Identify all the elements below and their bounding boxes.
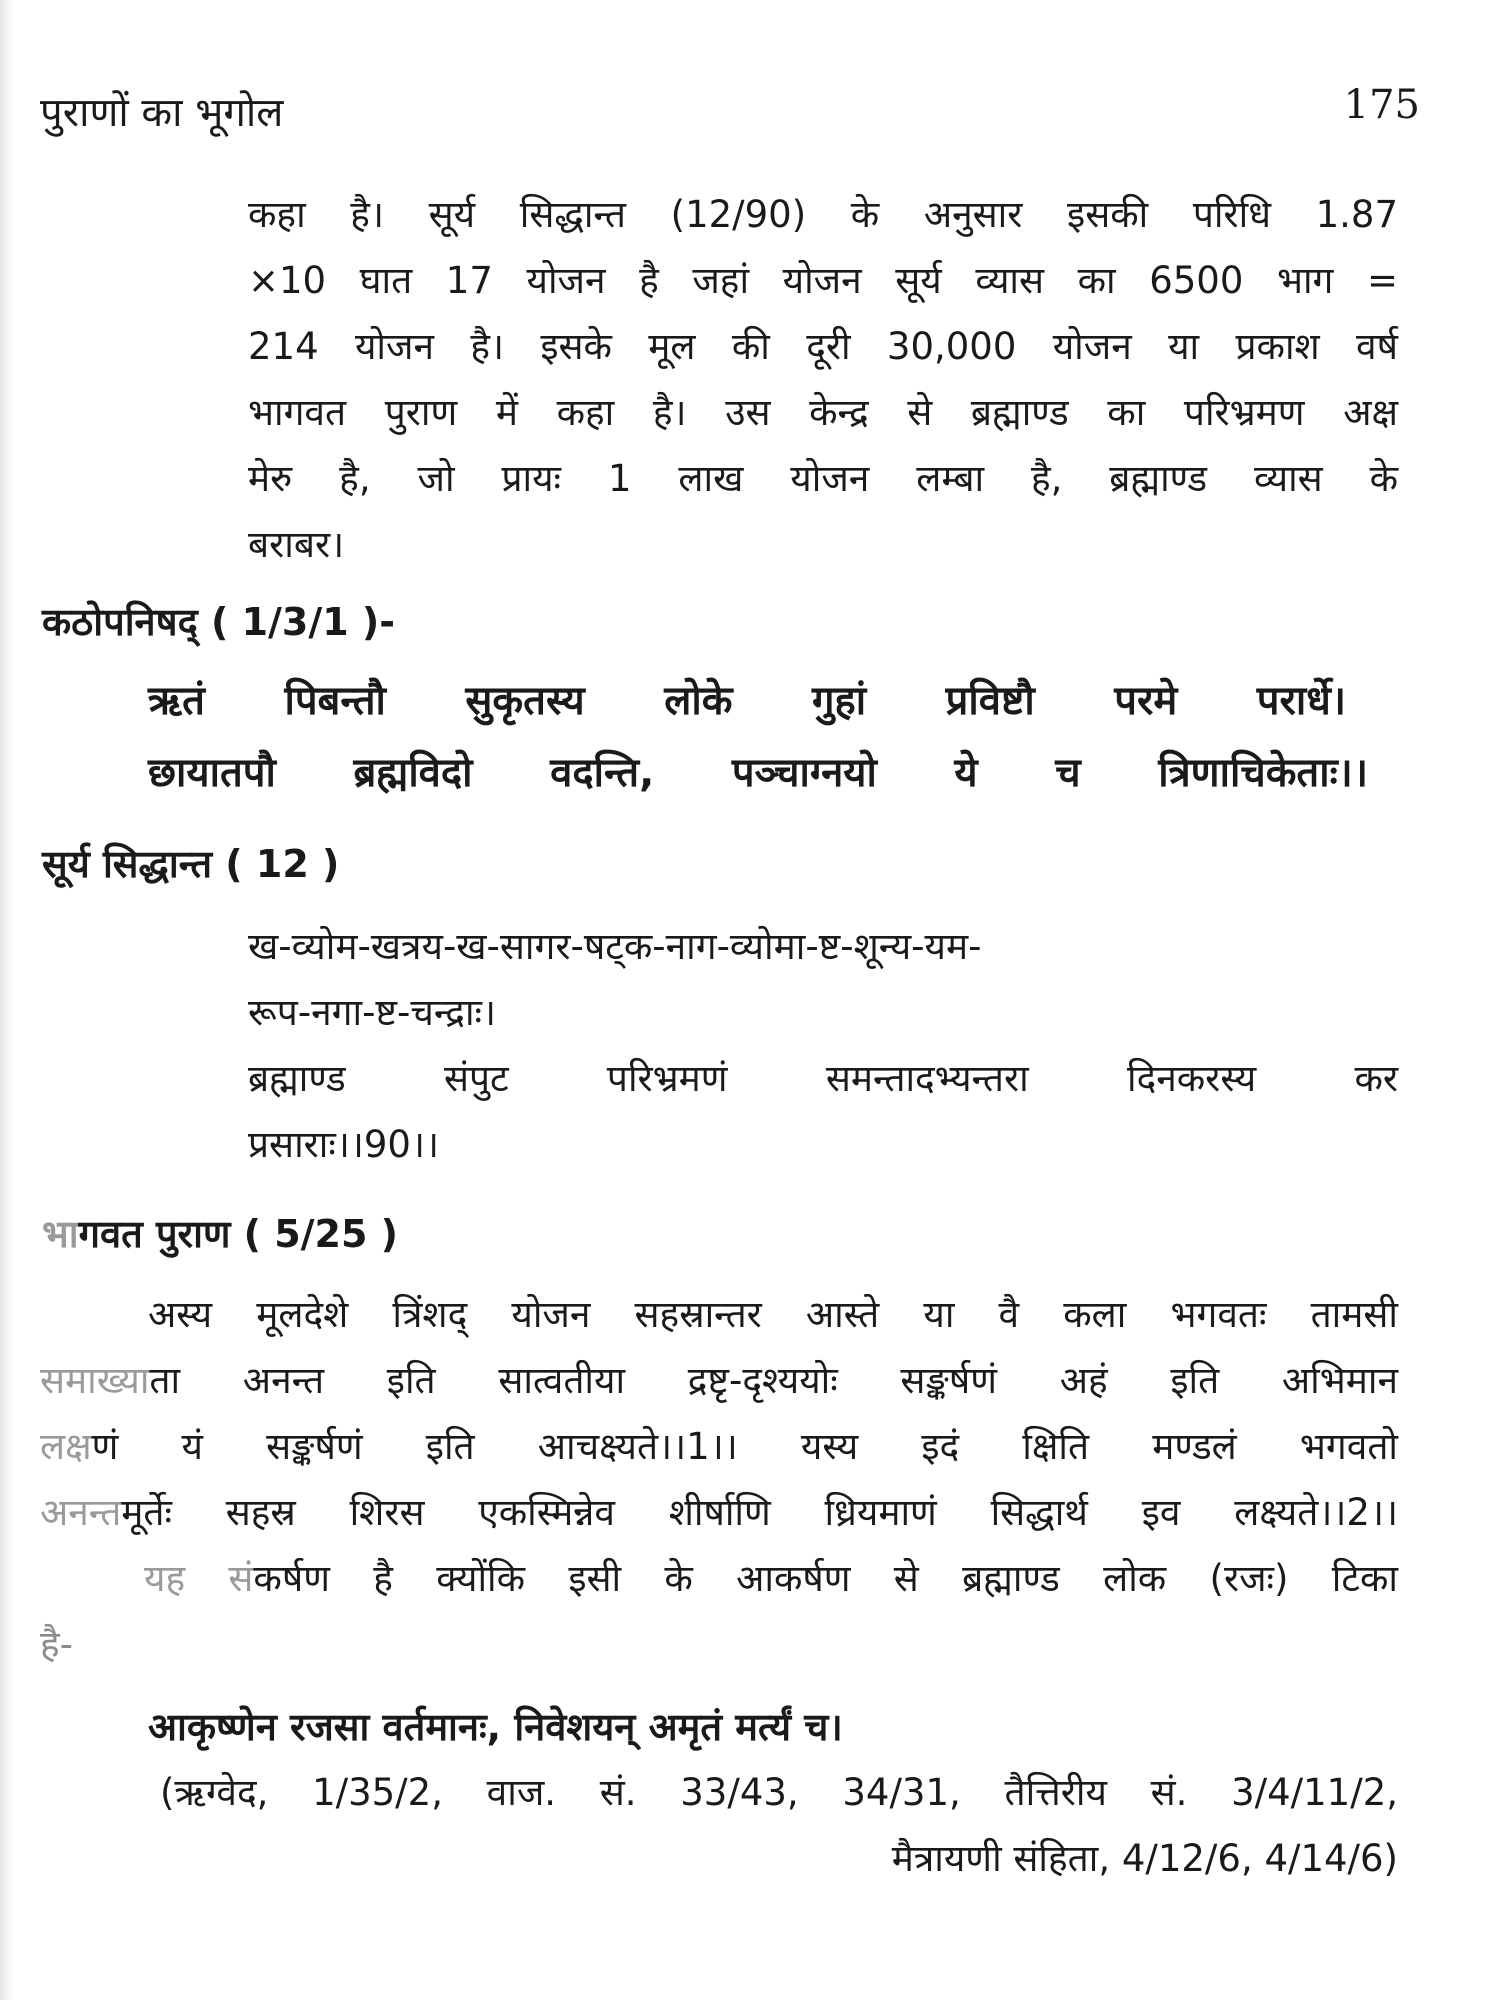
faded-text: लक्ष (40, 1425, 92, 1468)
faded-text: अनन्त (40, 1491, 122, 1534)
page-edge-shadow (0, 0, 14, 2000)
line-text: ता अनन्त इति सात्वतीया द्रष्टृ-दृश्ययोः सङ्कर्षणं अहं इति अभिमान (149, 1359, 1398, 1402)
reference-line-1: (ऋग्वेद, 1/35/2, वाज. सं. 33/43, 34/31, तैत्तिरीय सं. 3/4/11/2, (160, 1771, 1398, 1814)
bhagavata-line-1 (148, 1282, 1398, 1348)
faded-text: समाख्या (40, 1359, 150, 1402)
faded-text: यह सं (144, 1557, 254, 1600)
intro-line-6: बराबर। (248, 523, 345, 566)
rigveda-verse: आकृष्णेन रजसा वर्तमानः, निवेशयन् अमृतं मर्त्यं च। (148, 1705, 843, 1749)
surya-line-4: प्रसाराः।।90।। (248, 1123, 440, 1166)
page-number: 175 (1343, 82, 1420, 128)
line-text: कर्षण है क्योंकि इसी के आकर्षण से ब्रह्माण्ड लोक (रजः) टिका (253, 1557, 1398, 1600)
bhagavata-last-line: है- (40, 1623, 73, 1666)
heading-bhagavata-purana (42, 1204, 398, 1264)
bhagavata-line-4 (40, 1480, 1398, 1546)
intro-line-1: कहा है। सूर्य सिद्धान्त (12/90) के अनुसार इसकी परिधि 1.87 (248, 193, 1398, 236)
bhagavata-line-5 (144, 1546, 1398, 1612)
running-head: पुराणों का भूगोल (40, 90, 284, 136)
surya-line-3: ब्रह्माण्ड संपुट परिभ्रमणं समन्तादभ्यन्तरा दिनकरस्य कर (248, 1057, 1398, 1100)
heading-text: गवत पुराण ( 5/25 ) (78, 1212, 399, 1256)
intro-line-2: ×10 घात 17 योजन है जहां योजन सूर्य व्यास का 6500 भाग = (248, 259, 1398, 302)
heading-kathopanishad: कठोपनिषद् ( 1/3/1 )- (42, 600, 396, 644)
line-text: अस्य मूलदेशे त्रिंशद् योजन सहस्रान्तर आस्ते या वै कला भगवतः तामसी (148, 1293, 1398, 1336)
surya-line-2: रूप-नगा-ष्ट-चन्द्राः। (248, 991, 497, 1034)
intro-line-4: भागवत पुराण में कहा है। उस केन्द्र से ब्रह्माण्ड का परिभ्रमण अक्ष (248, 391, 1398, 434)
bhagavata-line-3 (40, 1414, 1398, 1480)
heading-surya-siddhanta: सूर्य सिद्धान्त ( 12 ) (42, 842, 340, 886)
intro-line-5: मेरु है, जो प्रायः 1 लाख योजन लम्बा है, ब्रह्माण्ड व्यास के (248, 457, 1398, 500)
katha-verse-line-2: छायातपौ ब्रह्मविदो वदन्ति, पञ्चाग्नयो ये च त्रिणाचिकेताः।। (148, 750, 1368, 796)
katha-verse-line-1: ऋतं पिबन्तौ सुकृतस्य लोके गुहां प्रविष्टौ परमे परार्धे। (148, 678, 1346, 724)
line-text: मूर्तेः सहस्र शिरस एकस्मिन्नेव शीर्षाणि ध्रियमाणं सिद्धार्थ इव लक्ष्यते।।2।। (121, 1491, 1398, 1534)
line-text: णं यं सङ्कर्षणं इति आचक्ष्यते।।1।। यस्य इदं क्षिति मण्डलं भगवतो (91, 1425, 1398, 1468)
intro-line-3: 214 योजन है। इसके मूल की दूरी 30,000 योजन या प्रकाश वर्ष (248, 325, 1398, 368)
surya-line-1: ख-व्योम-खत्रय-ख-सागर-षट्क-नाग-व्योमा-ष्ट-शून्य-यम- (248, 925, 982, 968)
reference-line-2: मैत्रायणी संहिता, 4/12/6, 4/14/6) (891, 1837, 1398, 1880)
heading-faded-part: भा (42, 1212, 79, 1256)
bhagavata-line-2 (40, 1348, 1398, 1414)
